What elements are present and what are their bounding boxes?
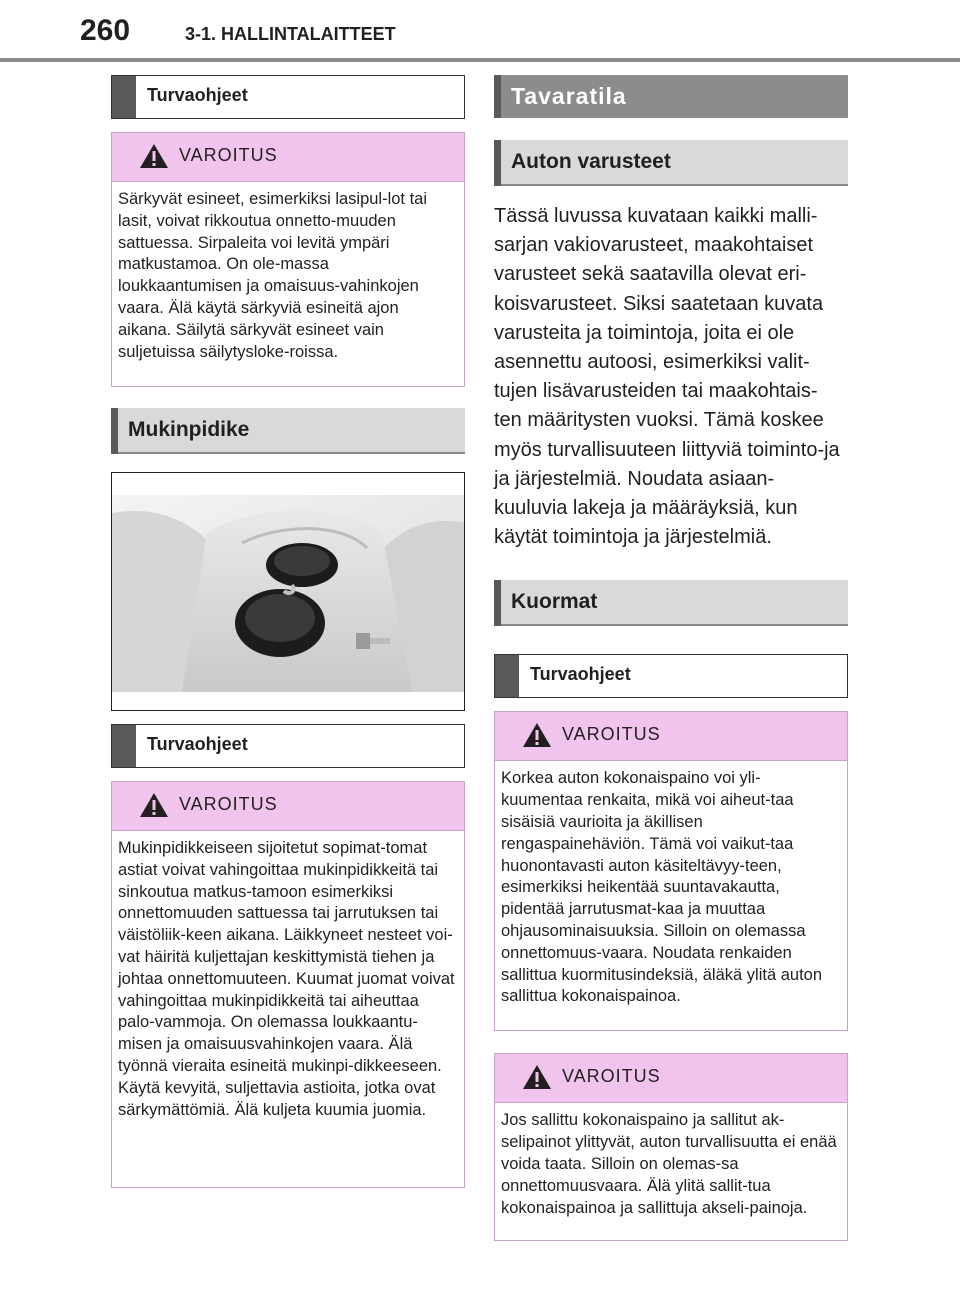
page-number: 260 xyxy=(80,14,131,47)
warning-header xyxy=(112,133,464,182)
warning-header xyxy=(495,1054,847,1103)
safety-heading-text: Turvaohjeet xyxy=(530,664,631,685)
chapter-heading xyxy=(494,75,848,118)
warning-text: Jos sallittu kokonaispaino ja sallitut ak-selipainot ylittyvät, auton turvallisuutta ei enää voida taata. Silloin on olemas-sa onnettomuusvaara. Älä ylitä sallit-tua kokonaispainoa ja sallittuja akseli-painoja. xyxy=(501,1111,837,1217)
warning-box xyxy=(111,781,465,1188)
safety-heading-text: Turvaohjeet xyxy=(147,85,248,105)
warning-box xyxy=(494,1053,848,1241)
warning-text: Mukinpidikkeiseen sijoitetut sopimat-tomat astiat voivat vahingoittaa mukinpidikkeitä tai sinkoutua matkus-tamoon esimerkiksi onnettomuuden sattuessa tai jarrutuksen tai väistöliik-keen aikana. Läikkyneet nesteet voi-vat häiritä kuljettajan keskittymistä tiehen ja johtaa onnettomuuteen. Kuumat juomat voivat vahingoittaa mukinpidikkeitä tai aiheuttaa palo-vammoja. On olemassa loukkaantu-misen ja omaisuusvahinkojen vaara. Älä työnnä vieraita esineitä mukinpi-dikkeeseen. Käytä kevyitä, suljettavia astioita, jotka ovat särkymättömiä. Älä kuljeta kuumia juomia. xyxy=(118,839,455,1119)
warning-box xyxy=(111,132,465,387)
safety-heading xyxy=(494,654,848,698)
cupholder-heading-text: Mukinpidike xyxy=(128,418,250,441)
left-column xyxy=(111,75,465,1188)
safety-heading xyxy=(111,724,465,768)
loads-heading xyxy=(494,580,848,626)
warning-label: VAROITUS xyxy=(179,794,278,814)
intro-paragraph: Tässä luvussa kuvataan kaikki malli-sarjan vakiovarusteet, maakohtaiset varusteet sekä saatavilla olevat eri-koisvarusteet. Siksi saatetaan kuvata varusteita ja toimintoja, joita ei ole asennettu autoosi, esimerkiksi valit-tujen lisävarusteiden tai maakohtais-ten määritysten vuoksi. Tämä koskee myös turvallisuuteen liittyviä toiminto-ja ja järjestelmiä. Noudata asiaan-kuuluvia lakeja ja määräyksiä, kun käytät toimintoja ja järjestelmiä. xyxy=(494,205,840,549)
warning-text: Särkyvät esineet, esimerkiksi lasipul-lot tai lasit, voivat rikkoutua onnetto-muuden sattuessa. Sirpaleita voi levitä ympäri matkustamoa. On ole-massa loukkaantumisen ja omaisuus-vahinkojen vaara. Älä käytä särkyviä esineitä ajon aikana. Säilytä särkyvät esineet vain suljetuissa säilytysloke-roissa. xyxy=(118,190,428,361)
warning-label: VAROITUS xyxy=(562,1066,661,1087)
loads-heading-text: Kuormat xyxy=(511,590,598,614)
warning-triangle-icon xyxy=(522,1064,552,1090)
warning-text: Korkea auton kokonaispaino voi yli-kuumentaa renkaita, mikä voi aiheut-taa sisäisiä vaurioita ja äkillisen rengaspainehäviön. Tämä voi vaikut-taa huonontavasti auton käsiteltävyy-teen, esimerkiksi heikentää suuntavakautta, pidentää jarrutusmat-kaa ja muuttaa ohjausominaisuuksia. Silloin on olemassa onnettomuus-vaara. Noudata renkaiden sallittua kuormitusindeksiä, äläkä ylitä auton sallittua kokonaispainoa. xyxy=(501,769,823,1006)
safety-heading xyxy=(111,75,465,119)
heading-bar xyxy=(111,408,118,454)
chapter-title: 3-1. HALLINTALAITTEET xyxy=(185,24,396,44)
equipment-heading-text: Auton varusteet xyxy=(511,150,671,173)
heading-bar xyxy=(495,655,519,697)
chapter-heading-text: Tavaratila xyxy=(511,83,627,109)
cupholder-illustration-icon xyxy=(112,473,465,710)
heading-bar xyxy=(112,725,136,767)
cupholder-figure xyxy=(111,472,465,711)
equipment-heading xyxy=(494,140,848,186)
warning-label: VAROITUS xyxy=(562,724,661,745)
warning-triangle-icon xyxy=(522,722,552,748)
warning-triangle-icon xyxy=(139,143,169,169)
heading-bar xyxy=(494,75,501,118)
warning-triangle-icon xyxy=(139,792,169,818)
safety-heading-text: Turvaohjeet xyxy=(147,734,248,754)
heading-bar xyxy=(112,76,136,118)
heading-bar xyxy=(494,140,501,186)
cupholder-heading xyxy=(111,408,465,454)
warning-header xyxy=(112,782,464,831)
header-divider xyxy=(0,58,960,62)
warning-header xyxy=(495,712,847,761)
warning-box xyxy=(494,711,848,1031)
heading-bar xyxy=(494,580,501,626)
right-column xyxy=(494,75,848,1241)
warning-label: VAROITUS xyxy=(179,145,278,165)
